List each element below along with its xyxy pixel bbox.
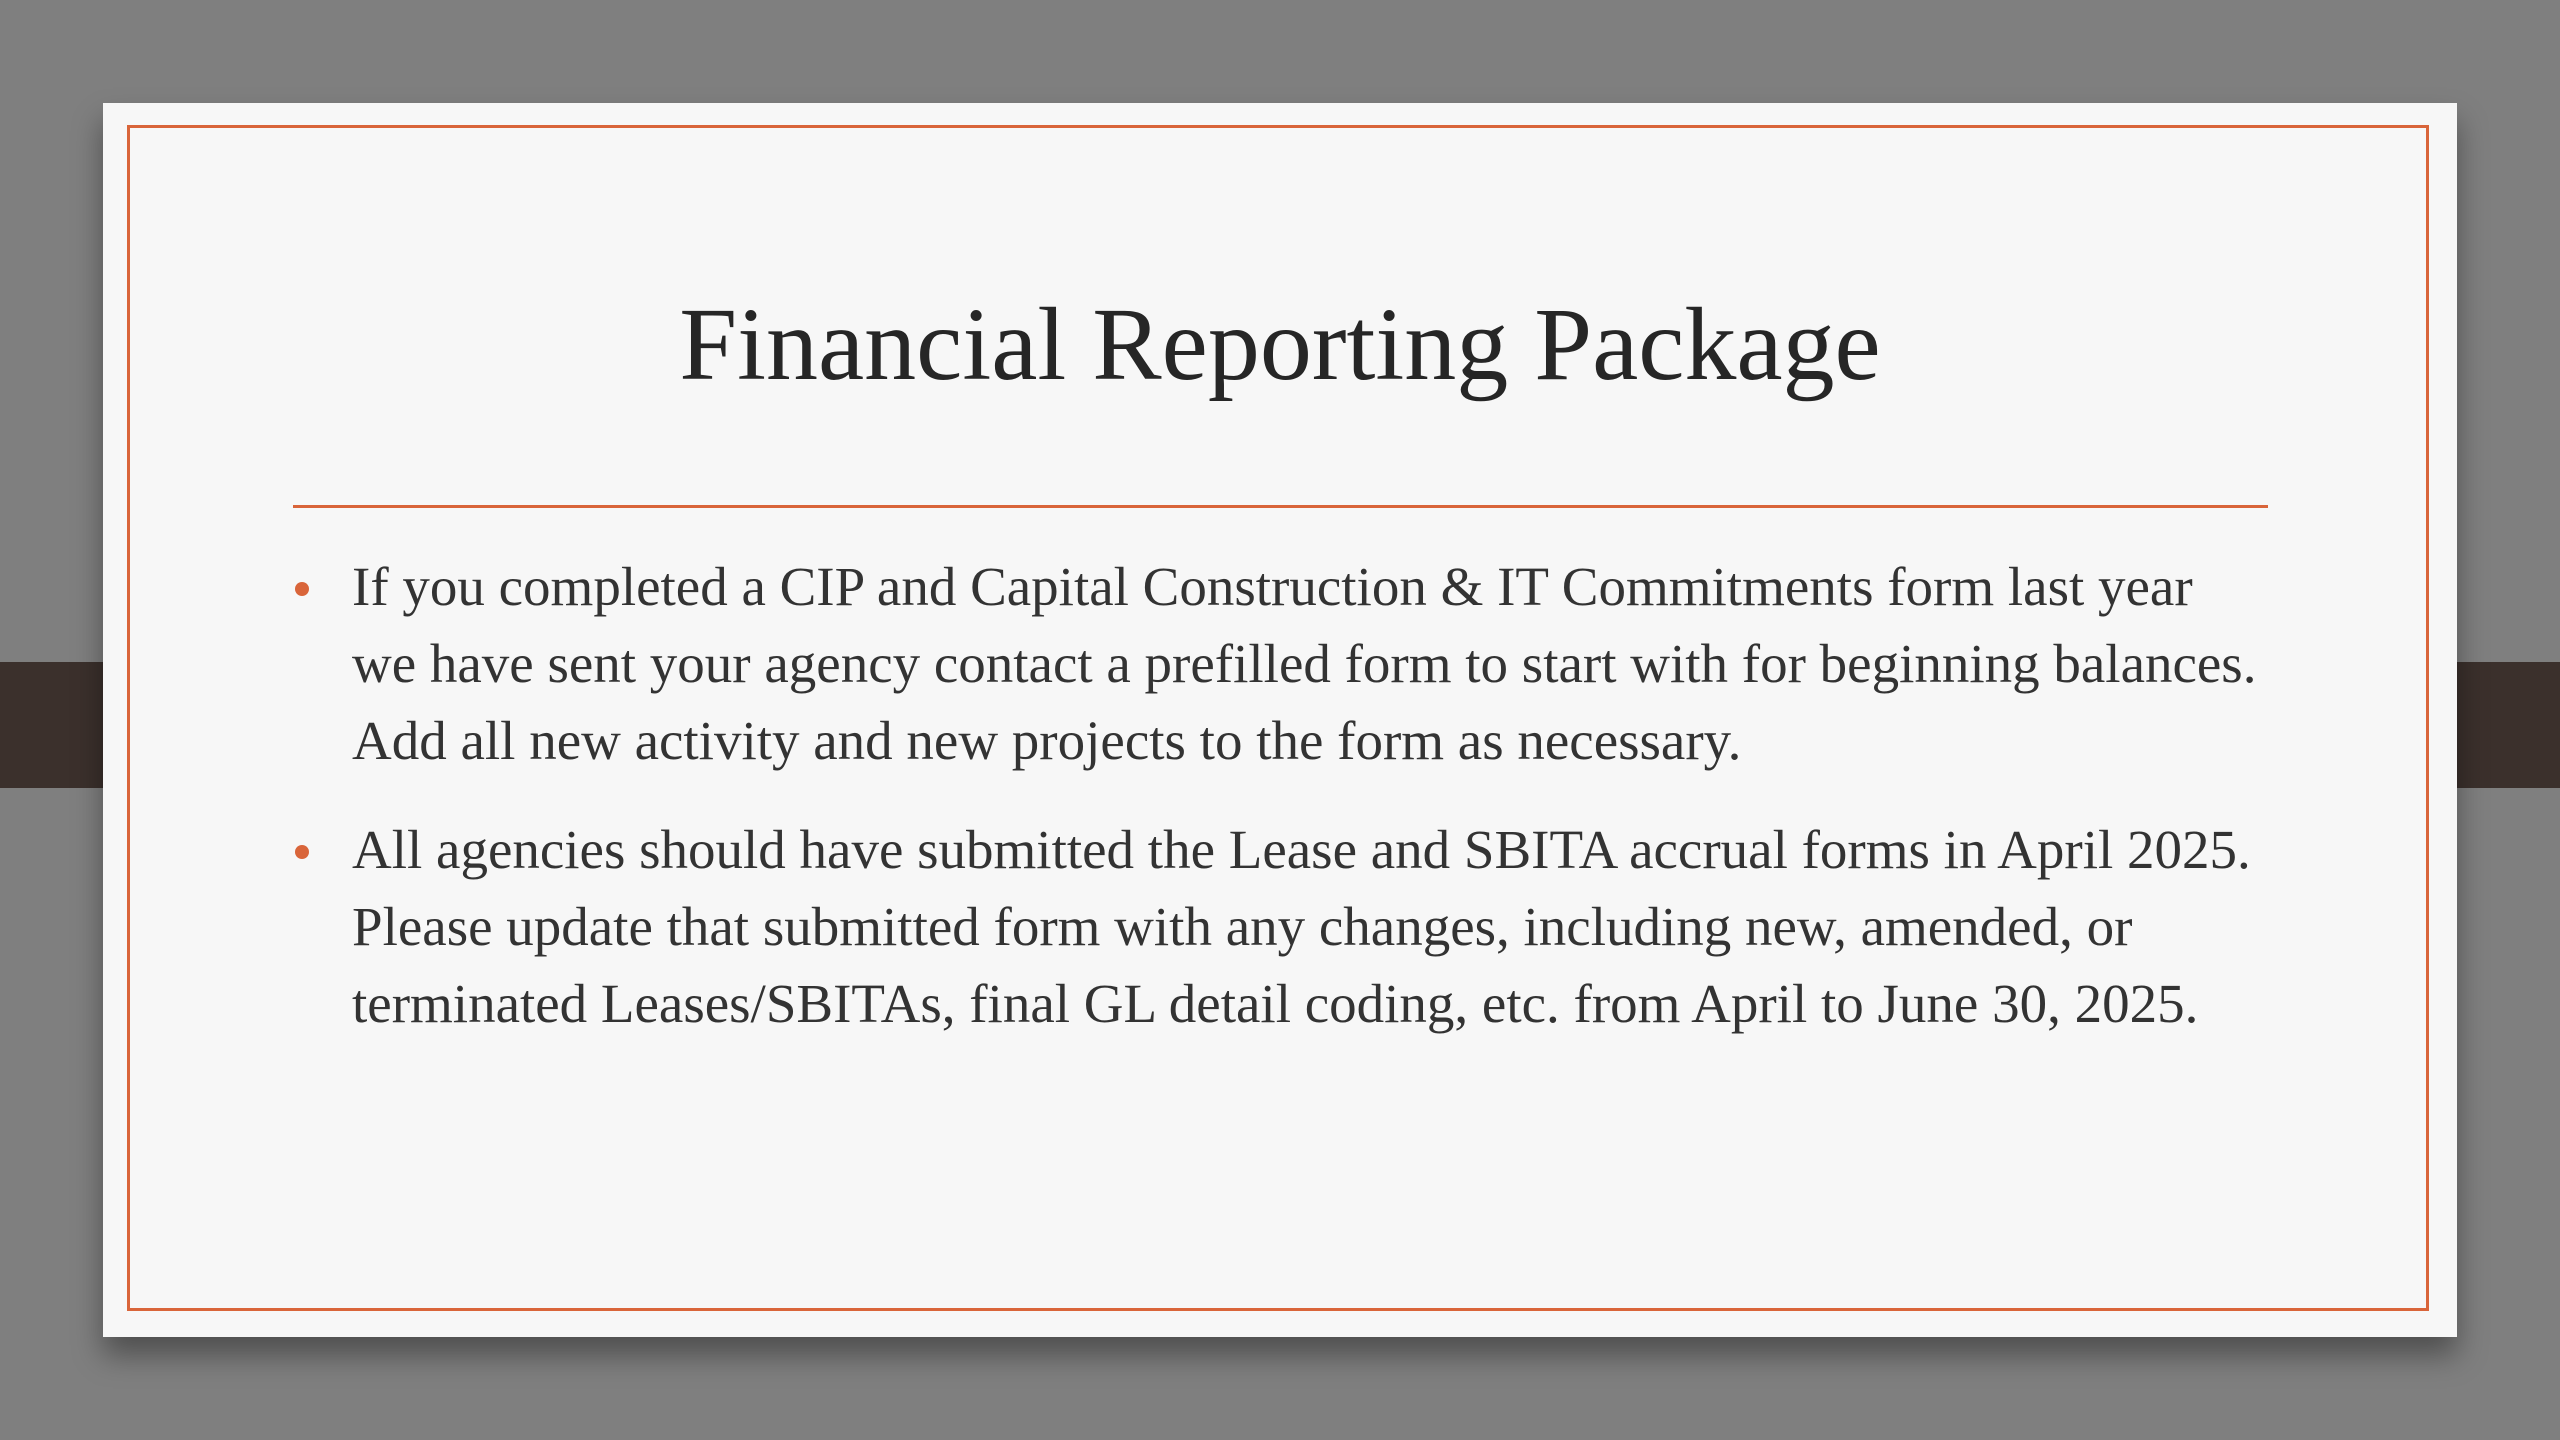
bullet-text: If you completed a CIP and Capital Construction & IT Commitments form last year we have sent your agency contact a prefilled form to start with for beginning balances. Add all new activity and new projects to the form as necessary. bbox=[352, 556, 2257, 771]
bullet-list bbox=[290, 548, 2270, 1074]
title-divider bbox=[293, 505, 2268, 508]
bullet-item-2 bbox=[290, 811, 2270, 1042]
bullet-item-1 bbox=[290, 548, 2270, 779]
slide-title: Financial Reporting Package bbox=[679, 287, 1881, 402]
bullet-text: All agencies should have submitted the Lease and SBITA accrual forms in April 2025. Please update that submitted form with any changes, including new, amended, or terminated Leases/SBITAs, final GL detail coding, etc. from April to June 30, 2025. bbox=[352, 819, 2251, 1034]
bullet-icon bbox=[295, 845, 309, 859]
bullet-icon bbox=[295, 582, 309, 596]
